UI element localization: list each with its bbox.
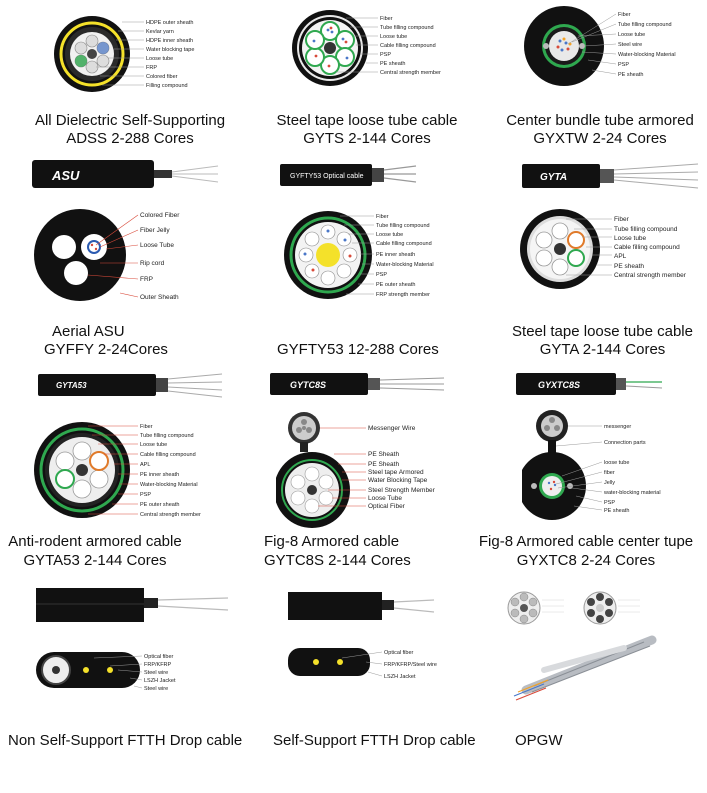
gyxtc8-label-5: water-blocking material xyxy=(604,490,661,496)
ftth-drop-label-4: Steel wire xyxy=(144,686,169,692)
cable-name-asu: Aerial ASU xyxy=(52,323,125,340)
gyxtc8-side-view xyxy=(514,370,664,400)
gyxtw-label-2: Loose tube xyxy=(618,32,646,38)
gytc8s-label-2: PE Sheath xyxy=(368,461,400,468)
ftth-self-support-label-2: LSZH Jacket xyxy=(384,674,416,680)
cable-spec-gytc8s: GYTC8S 2-144 Cores xyxy=(264,552,411,569)
gytc8s-cross-section xyxy=(276,408,460,532)
adss-label-4: Loose tube xyxy=(146,56,174,62)
gytc8s-label-4: Water Blocking Tape xyxy=(368,477,428,484)
gyfty53-side-view xyxy=(278,160,418,192)
gyfty53-label-0: Fiber xyxy=(376,214,389,220)
gyta53-label-4: APL xyxy=(140,462,151,468)
cable-name-ftth-drop: Non Self-Support FTTH Drop cable xyxy=(8,732,243,749)
gyta-label-2: Loose tube xyxy=(614,235,647,242)
opgw-illustration xyxy=(504,586,664,704)
gyfty53-label-4: PE inner sheath xyxy=(376,252,416,258)
gyta-label-6: Central strength member xyxy=(614,272,686,279)
gyxtw-cross-section xyxy=(520,4,690,94)
gyts-label-0: Fiber xyxy=(380,16,393,22)
gyxtw-label-4: Water-blocking Material xyxy=(618,52,676,58)
gyta-side-view xyxy=(520,160,700,194)
gyxtc8-label-7: PE sheath xyxy=(604,508,630,514)
gyts-label-5: PE sheath xyxy=(380,61,406,67)
asu-label-3: Rip cord xyxy=(140,260,165,267)
gyts-label-3: Cable filling compound xyxy=(380,43,436,49)
gyxtc8-label-3: fiber xyxy=(604,470,615,476)
gyxtc8-label-0: messenger xyxy=(604,424,632,430)
adss-label-3: Water blocking tape xyxy=(146,47,195,53)
cable-spec-adss: ADSS 2-288 Cores xyxy=(66,130,194,147)
gyta-label-5: PE sheath xyxy=(614,263,644,270)
gytc8s-label-1: PE Sheath xyxy=(368,451,400,458)
gyta-sheath-print: GYTA xyxy=(540,172,568,183)
gyxtc8-label-4: Jelly xyxy=(604,480,616,486)
adss-label-6: Colored fiber xyxy=(146,74,178,80)
gyxtc8-label-6: PSP xyxy=(604,500,616,506)
gyfty53-label-3: Cable filling compound xyxy=(376,241,432,247)
cable-name-gytc8s: Fig-8 Armored cable xyxy=(264,533,400,550)
gyfty53-label-1: Tube filling compound xyxy=(376,223,430,229)
gyts-label-6: Central strength member xyxy=(380,70,441,76)
gyfty53-cross-section xyxy=(282,208,462,302)
gyta53-cross-section xyxy=(32,418,222,524)
asu-label-0: Colored Fiber xyxy=(140,212,180,219)
gyta53-label-2: Loose tube xyxy=(140,442,168,448)
cable-name-ftth-self-support: Self-Support FTTH Drop cable xyxy=(273,732,476,749)
gyta-label-0: Fiber xyxy=(614,216,629,223)
adss-label-2: HDPE inner sheath xyxy=(146,38,194,44)
gyta53-sheath-print: GYTA53 xyxy=(56,381,87,390)
gyta53-label-5: PE inner sheath xyxy=(140,472,180,478)
cable-name-gyts: Steel tape loose tube cable xyxy=(276,112,458,129)
cable-spec-asu: GYFFY 2-24Cores xyxy=(44,341,168,358)
gyfty53-label-2: Loose tube xyxy=(376,232,404,238)
cable-spec-gyfty53: GYFTY53 12-288 Cores xyxy=(277,341,439,358)
ftth-self-support-label-0: Optical fiber xyxy=(384,650,414,656)
cable-name-opgw: OPGW xyxy=(515,732,563,749)
gytc8s-label-3: Steel tape Armored xyxy=(368,469,424,476)
asu-label-4: FRP xyxy=(140,276,153,283)
asu-side-view xyxy=(30,156,220,196)
gyfty53-label-7: PE outer sheath xyxy=(376,282,416,288)
gyts-label-2: Loose tube xyxy=(380,34,408,40)
cable-spec-gyxtc8: GYXTC8 2-24 Cores xyxy=(516,552,656,569)
gyts-label-1: Tube filling compound xyxy=(380,25,434,31)
adss-label-1: Kevlar yarn xyxy=(146,29,174,35)
gyfty53-sheath-print: GYFTY53 Optical cable xyxy=(290,173,364,180)
ftth-drop-label-0: Optical fiber xyxy=(144,654,174,660)
adss-cross-section xyxy=(52,10,232,100)
gyxtw-label-3: Steel wire xyxy=(618,42,643,48)
gytc8s-label-7: Optical Fiber xyxy=(368,503,405,510)
ftth-drop-cross-section xyxy=(34,648,230,694)
asu-label-5: Outer Sheath xyxy=(140,294,179,301)
gyxtc8-sheath-print: GYXTC8S xyxy=(538,380,581,390)
cable-name-gyxtw: Center bundle tube armored xyxy=(506,112,694,129)
adss-label-5: FRP xyxy=(146,65,157,71)
ftth-self-support-side-view xyxy=(286,588,436,628)
asu-label-1: Fiber Jelly xyxy=(140,227,170,234)
cable-spec-gyts: GYTS 2-144 Cores xyxy=(303,130,431,147)
gyta53-label-7: PSP xyxy=(140,492,152,498)
gyta53-label-0: Fiber xyxy=(140,424,153,430)
gyta53-label-6: Water-blocking Material xyxy=(140,482,198,488)
ftth-self-support-cross-section xyxy=(286,644,456,684)
gyxtw-label-1: Tube filling compound xyxy=(618,22,672,28)
gyta-label-3: Cable filling compound xyxy=(614,244,680,251)
gyta53-label-3: Cable filling compound xyxy=(140,452,196,458)
ftth-drop-label-2: Steel wire xyxy=(144,670,169,676)
cable-name-adss: All Dielectric Self-Supporting xyxy=(34,112,226,129)
gyta53-label-8: PE outer sheath xyxy=(140,502,180,508)
adss-label-7: Filling compound xyxy=(146,83,188,89)
gytc8s-sheath-print: GYTC8S xyxy=(290,380,327,390)
cable-spec-gyta53: GYTA53 2-144 Cores xyxy=(23,552,167,569)
cable-spec-gyta: GYTA 2-144 Cores xyxy=(539,341,666,358)
cable-name-gyta: Steel tape loose tube cable xyxy=(512,323,693,340)
cable-spec-gyxtw: GYXTW 2-24 Cores xyxy=(533,130,667,147)
gyfty53-label-6: PSP xyxy=(376,272,388,278)
gyxtc8-label-2: loose tube xyxy=(604,460,630,466)
asu-sheath-print: ASU xyxy=(52,168,80,183)
gytc8s-label-5: Steel Strength Member xyxy=(368,487,435,494)
gytc8s-label-6: Loose Tube xyxy=(368,495,402,502)
gyxtw-label-5: PSP xyxy=(618,62,630,68)
gytc8s-side-view xyxy=(268,370,446,398)
cable-name-gyxtc8: Fig-8 Armored cable center tupe xyxy=(478,533,694,550)
gyfty53-label-8: FRP strength member xyxy=(376,292,431,298)
cable-name-gyta53: Anti-rodent armored cable xyxy=(8,533,182,550)
gyxtc8-cross-section xyxy=(522,406,702,524)
gyts-label-4: PSP xyxy=(380,52,392,58)
gyta53-side-view xyxy=(36,370,224,400)
gyfty53-label-5: Water-blocking Material xyxy=(376,262,434,268)
gyts-cross-section xyxy=(290,6,450,96)
gyta53-label-9: Central strength member xyxy=(140,512,201,518)
ftth-self-support-label-1: FRP/KFRP/Steel wire xyxy=(384,662,437,668)
gyxtc8-label-1: Connection parts xyxy=(604,440,646,446)
gyxtw-label-0: Fiber xyxy=(618,12,631,18)
gyta-cross-section xyxy=(516,205,702,295)
ftth-drop-label-3: LSZH Jacket xyxy=(144,678,176,684)
ftth-drop-label-1: FRP/KFRP xyxy=(144,662,172,668)
ftth-drop-side-view xyxy=(34,584,230,630)
gyxtw-label-6: PE sheath xyxy=(618,72,644,78)
asu-label-2: Loose Tube xyxy=(140,242,174,249)
adss-label-0: HDPE outer sheath xyxy=(146,20,194,26)
gyta53-label-1: Tube filling compound xyxy=(140,433,194,439)
gyta-label-1: Tube filling compound xyxy=(614,226,678,233)
asu-cross-section xyxy=(30,205,230,305)
gyta-label-4: APL xyxy=(614,253,627,260)
gytc8s-label-0: Messenger Wire xyxy=(368,425,416,432)
